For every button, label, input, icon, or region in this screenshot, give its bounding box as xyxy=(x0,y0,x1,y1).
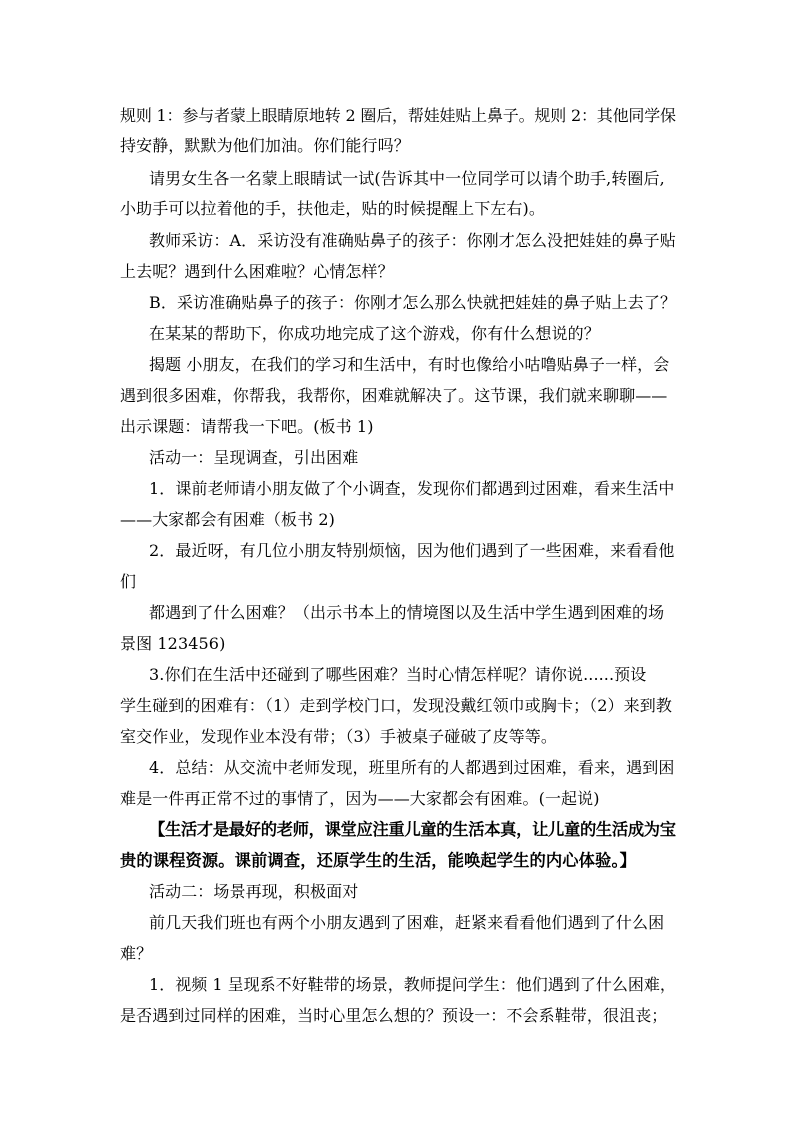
paragraph-line: B．采访准确贴鼻子的孩子：你刚才怎么那么快就把娃娃的鼻子贴上去了？ xyxy=(149,293,677,312)
paragraph-line: 1．视频 1 呈现系不好鞋带的场景，教师提问学生：他们遇到了什么困难， xyxy=(149,975,676,994)
paragraph-line: 学生碰到的困难有：（1）走到学校门口，发现没戴红领巾或胸卡；（2）来到教 xyxy=(120,696,672,715)
paragraph-line: ——大家都会有困难（板书 2) xyxy=(120,510,336,529)
paragraph-line: 3.你们在生活中还碰到了哪些困难？当时心情怎样呢？请你说......预设 xyxy=(149,665,647,684)
paragraph-line: 揭题 小朋友，在我们的学习和生活中，有时也像给小咕噜贴鼻子一样，会 xyxy=(149,355,670,374)
paragraph-line: 遇到很多困难，你帮我，我帮你，困难就解决了。这节课，我们就来聊聊—— xyxy=(120,386,668,405)
paragraph-line: 难是一件再正常不过的事情了，因为——大家都会有困难。(一起说) xyxy=(120,789,600,808)
paragraph-line: 小助手可以拉着他的手，扶他走，贴的时候提醒上下左右)。 xyxy=(120,199,545,218)
paragraph-line: 请男女生各一名蒙上眼睛试一试(告诉其中一位同学可以请个助手,转圈后, xyxy=(149,169,665,188)
paragraph-line: 4．总结：从交流中老师发现，班里所有的人都遇到过困难，看来，遇到困 xyxy=(149,758,675,777)
paragraph-line: 是否遇到过同样的困难，当时心里怎么想的？预设一：不会系鞋带，很沮丧； xyxy=(120,1006,668,1025)
paragraph-line: 出示课题：请帮我一下吧。(板书 1) xyxy=(120,417,374,436)
paragraph-line: 难？ xyxy=(120,944,153,963)
section-heading: 活动一：呈现调查，引出困难 xyxy=(149,448,359,467)
paragraph-line: 持安静，默默为他们加油。你们能行吗？ xyxy=(120,136,410,155)
section-heading: 活动二：场景再现，积极面对 xyxy=(149,882,359,901)
paragraph-line: 规则 1：参与者蒙上眼睛原地转 2 圈后，帮娃娃贴上鼻子。规则 2：其他同学保 xyxy=(120,106,676,125)
paragraph-line: 教师采访：A．采访没有准确贴鼻子的孩子：你刚才怎么没把娃娃的鼻子贴 xyxy=(149,231,676,250)
highlight-note: 贵的课程资源。课前调查，还原学生的生活，能唤起学生的内心体验。】 xyxy=(120,851,637,870)
paragraph-line: 前几天我们班也有两个小朋友遇到了困难，赶紧来看看他们遇到了什么困 xyxy=(149,913,665,932)
paragraph-line: 们 xyxy=(120,572,137,591)
highlight-note: 【生活才是最好的老师，课堂应注重儿童的生活本真，让儿童的生活成为宝 xyxy=(149,820,676,839)
paragraph-line: 在某某的帮助下，你成功地完成了这个游戏，你有什么想说的？ xyxy=(149,324,600,343)
paragraph-line: 2．最近呀，有几位小朋友特别烦恼，因为他们遇到了一些困难，来看看他 xyxy=(149,541,675,560)
paragraph-line: 都遇到了什么困难？（出示书本上的情境图以及生活中学生遇到困难的场 xyxy=(149,603,665,622)
paragraph-line: 1．课前老师请小朋友做了个小调查，发现你们都遇到过困难，看来生活中 xyxy=(149,479,675,498)
paragraph-line: 景图 123456) xyxy=(120,634,226,653)
paragraph-line: 室交作业，发现作业本没有带；（3）手被桌子碰破了皮等等。 xyxy=(120,727,557,746)
paragraph-line: 上去呢？遇到什么困难啦？心情怎样？ xyxy=(120,262,394,281)
